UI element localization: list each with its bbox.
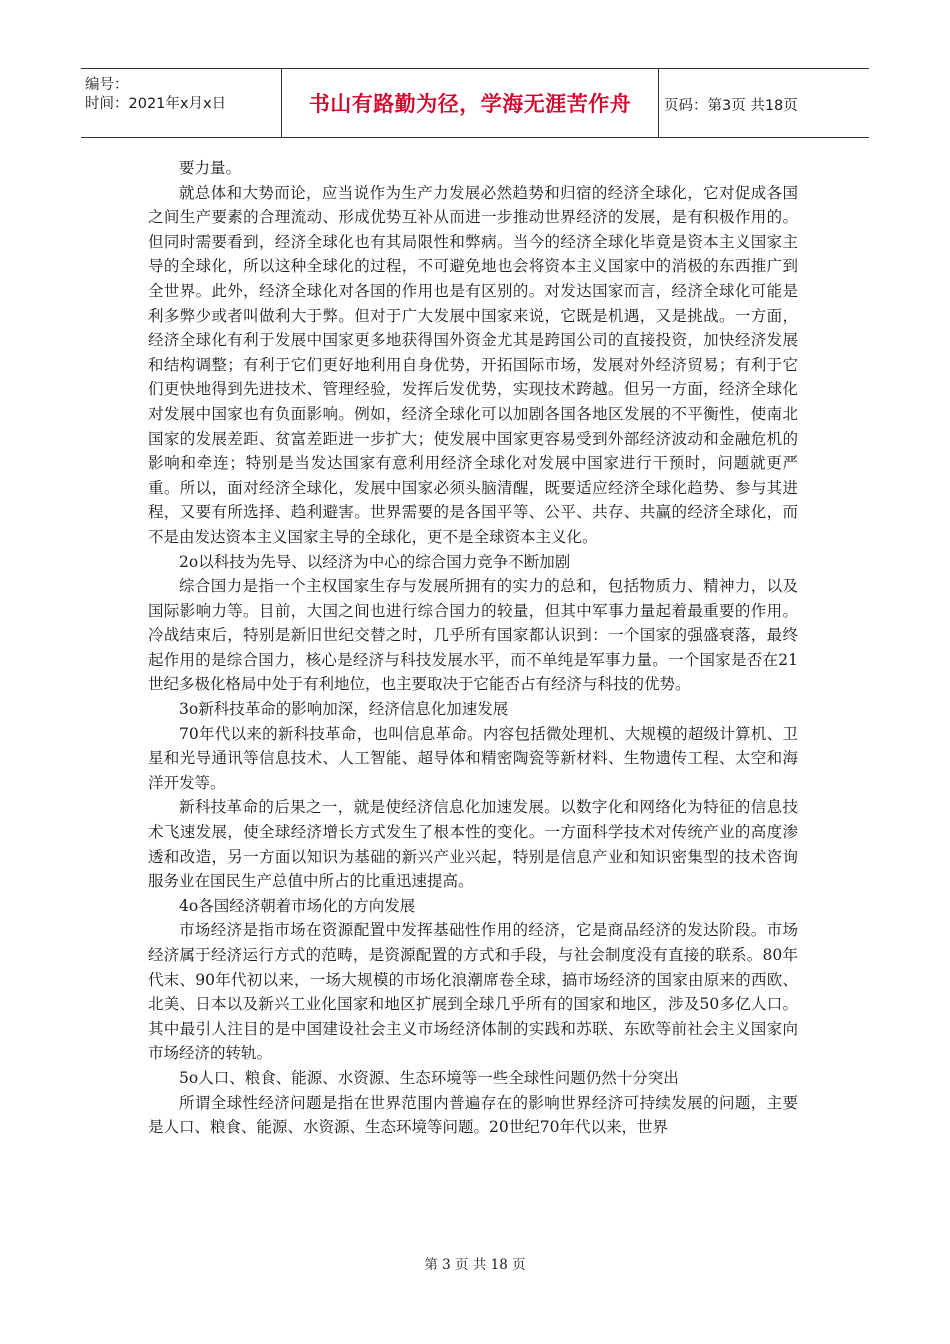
- doc-date-label: 时间：2021年x月x日: [85, 96, 227, 112]
- section-heading: 4o各国经济朝着市场化的方向发展: [179, 896, 416, 915]
- page-header: [81, 68, 869, 138]
- page-footer: 第 3 页 共 18 页: [424, 1257, 526, 1273]
- doc-number-label: 编号：: [85, 77, 129, 93]
- header-motto: 书山有路勤为径，学海无涯苦作舟: [282, 69, 659, 137]
- paragraph: 综合国力是指一个主权国家生存与发展所拥有的实力的总和，包括物质力、精神力，以及国际影响力等。目前，大国之间也进行综合国力的较量，但其中军事力量起着最重要的作用。冷战结束后，特别是新旧世纪交替之时，几乎所有国家都认识到：一个国家的强盛衰落，最终起作用的是综合国力，核心是经济与科技发展水平，而不单纯是军事力量。一个国家是否在21世纪多极化格局中处于有利地位，也主要取决于它能否占有经济与科技的优势。: [148, 577, 798, 694]
- paragraph: 70年代以来的新科技革命，也叫信息革命。内容包括微处理机、大规模的超级计算机、卫星和光导通讯等信息技术、人工智能、超导体和精密陶瓷等新材料、生物遗传工程、太空和海洋开发等。: [148, 724, 798, 792]
- paragraph: 所谓全球性经济问题是指在世界范围内普遍存在的影响世界经济可持续发展的问题，主要是人口、粮食、能源、水资源、生态环境等问题。20世纪70年代以来，世界: [148, 1093, 798, 1137]
- paragraph: 就总体和大势而论，应当说作为生产力发展必然趋势和归宿的经济全球化，它对促成各国之间生产要素的合理流动、形成优势互补从而进一步推动世界经济的发展，是有积极作用的。但同时需要看到，经济全球化也有其局限性和弊病。当今的经济全球化毕竟是资本主义国家主导的全球化，所以这种全球化的过程，不可避免地也会将资本主义国家中的消极的东西推广到全世界。此外，经济全球化对各国的作用也是有区别的。对发达国家而言，经济全球化可能是利多弊少或者叫做利大于弊。但对于广大发展中国家来说，它既是机遇，又是挑战。一方面，经济全球化有利于发展中国家更多地获得国外资金尤其是跨国公司的直接投资，加快经济发展和结构调整；有利于它们更好地利用自身优势，开拓国际市场，发展对外经济贸易；有利于它们更快地得到先进技术、管理经验，发挥后发优势，实现技术跨越。但另一方面，经济全球化对发展中国家也有负面影响。例如，经济全球化可以加剧各国各地区发展的不平衡性，使南北国家的发展差距、贫富差距进一步扩大；使发展中国家更容易受到外部经济波动和金融危机的影响和牵连；特别是当发达国家有意利用经济全球化对发展中国家进行干预时，问题就更严重。所以，面对经济全球化，发展中国家必须头脑清醒，既要适应经济全球化趋势、参与其进程，又要有所选择、趋利避害。世界需要的是各国平等、公平、共存、共赢的经济全球化，而不是由发达资本主义国家主导的全球化，更不是全球资本主义化。: [148, 183, 798, 546]
- paragraph: 要力量。: [179, 159, 242, 177]
- section-heading: 5o人口、粮食、能源、水资源、生态环境等一些全球性问题仍然十分突出: [179, 1068, 679, 1087]
- header-page-number: 页码：第3页 共18页: [664, 98, 798, 114]
- paragraph: 市场经济是指市场在资源配置中发挥基础性作用的经济，它是商品经济的发达阶段。市场经济属于经济运行方式的范畴，是资源配置的方式和手段，与社会制度没有直接的联系。80年代末、90年代初以来，一场大规模的市场化浪潮席卷全球，搞市场经济的国家由原来的西欧、北美、日本以及新兴工业化国家和地区扩展到全球几乎所有的国家和地区，涉及50多亿人口。其中最引人注目的是中国建设社会主义市场经济体制的实践和苏联、东欧等前社会主义国家向市场经济的转轨。: [148, 921, 798, 1063]
- document-body: [148, 156, 798, 1140]
- header-meta: [81, 69, 282, 137]
- section-heading: 2o以科技为先导、以经济为中心的综合国力竞争不断加剧: [179, 552, 571, 571]
- section-heading: 3o新科技革命的影响加深，经济信息化加速发展: [179, 700, 509, 719]
- paragraph: 新科技革命的后果之一，就是使经济信息化加速发展。以数字化和网络化为特征的信息技术飞速发展，使全球经济增长方式发生了根本性的变化。一方面科学技术对传统产业的高度渗透和改造，另一方面以知识为基础的新兴产业兴起，特别是信息产业和知识密集型的技术咨询服务业在国民生产总值中所占的比重迅速提高。: [148, 798, 798, 891]
